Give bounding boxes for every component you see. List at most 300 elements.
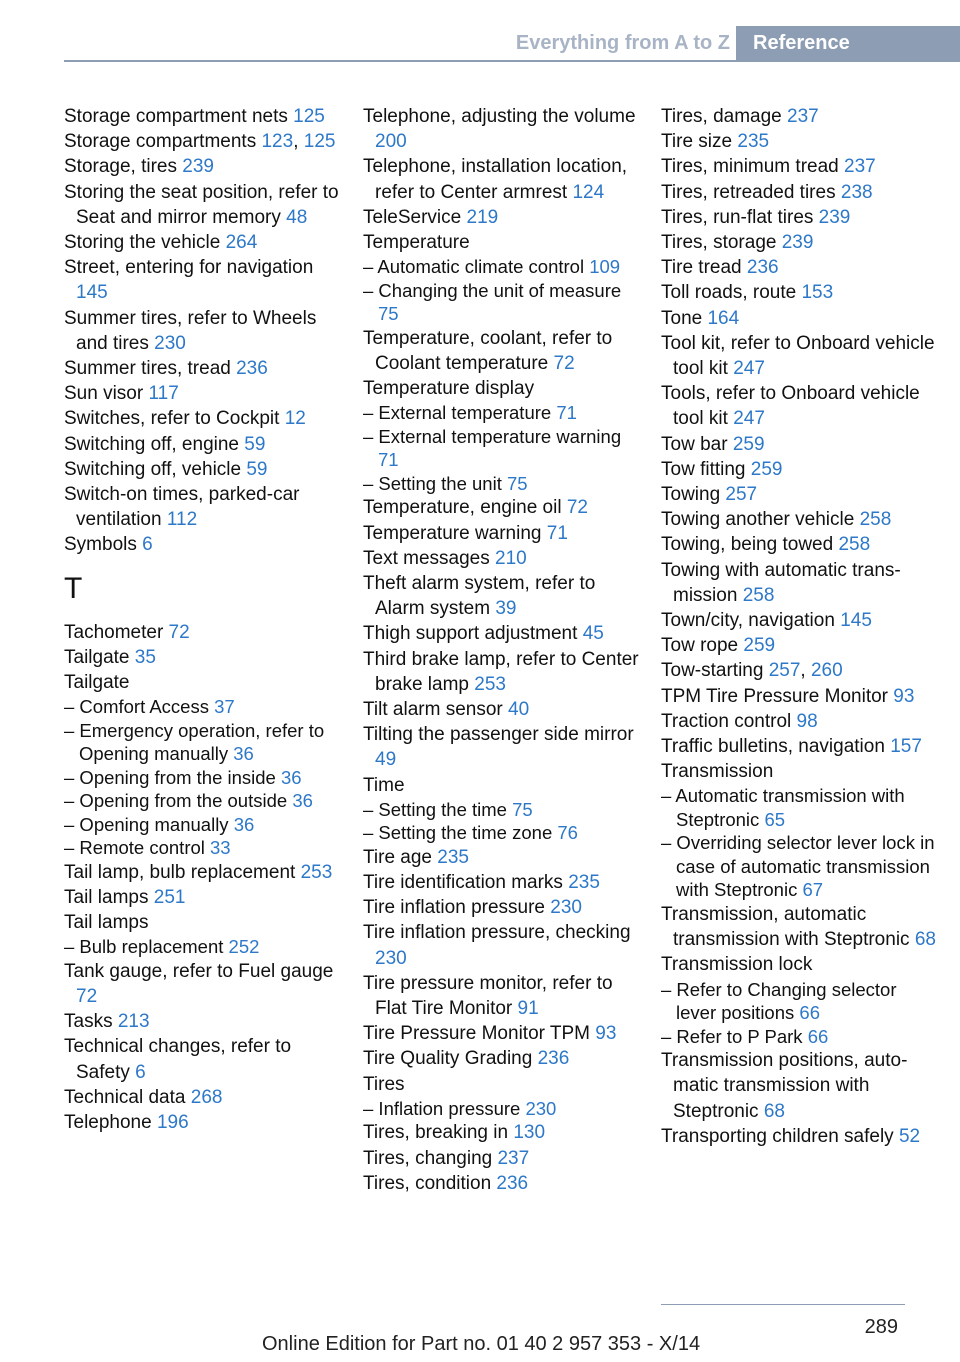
entry-text: Summer tires, tread [64, 358, 237, 380]
entry-text: Technical data [64, 1086, 191, 1108]
entry-text: – Remote control [64, 837, 211, 859]
index-subentry [64, 813, 344, 837]
entry-text: Telephone, installation location, refer to Center armrest [363, 156, 628, 203]
entry-text: Traction control [661, 710, 797, 732]
entry-text: Text messages [363, 547, 495, 569]
entry-text: Street, entering for navigation [64, 257, 314, 279]
page-ref-link[interactable]: 35 [134, 646, 156, 668]
page-ref-link[interactable]: 36 [281, 766, 302, 788]
index-entry [64, 1009, 344, 1034]
index-entry [661, 684, 941, 709]
page-ref-link[interactable]: 247 [733, 358, 765, 380]
entry-text: Technical changes, refer to Safety [64, 1036, 292, 1083]
page-ref-link[interactable]: 237 [497, 1147, 530, 1169]
entry-text: Transporting children safely [661, 1125, 899, 1147]
page-ref-link[interactable]: 68 [763, 1100, 785, 1122]
entry-text: Temperature display [363, 378, 535, 400]
index-subentry [363, 425, 643, 472]
page-ref-link[interactable]: 39 [495, 598, 517, 620]
index-entry [661, 205, 941, 230]
index-entry [64, 1110, 344, 1135]
page-ref-link[interactable]: 235 [437, 846, 469, 868]
index-entry [64, 910, 344, 935]
index-entry [64, 104, 344, 129]
page-ref-link[interactable]: 125 [293, 106, 325, 127]
entry-text: Tasks [64, 1011, 118, 1033]
page-ref-link[interactable]: 157 [890, 736, 922, 758]
index-entry [64, 381, 344, 406]
entry-text: Switching off, engine [64, 433, 245, 455]
page-ref-link[interactable]: 145 [840, 610, 872, 632]
page-ref-link[interactable]: 238 [840, 181, 873, 203]
page-ref-link[interactable]: 236 [746, 257, 779, 279]
entry-text: Switching off, vehicle [64, 458, 247, 480]
entry-text: Tire Quality Grading [363, 1048, 538, 1070]
index-subentry [661, 1025, 941, 1049]
index-entry [64, 620, 344, 645]
index-entry [363, 870, 643, 895]
page-ref-link[interactable]: 247 [733, 408, 765, 430]
index-entry [661, 633, 941, 658]
entry-text: – Opening manually [64, 813, 234, 835]
entry-text: – Setting the time [363, 798, 513, 820]
entry-text: – External temperature warning [363, 425, 622, 447]
index-entry [363, 647, 643, 697]
index-entry [363, 1120, 643, 1145]
index-entry [363, 154, 643, 204]
index-subentry [64, 766, 344, 790]
page-ref-link[interactable]: 153 [801, 282, 834, 304]
entry-text: – Automatic climate control [363, 256, 590, 278]
index-entry [661, 709, 941, 734]
page-ref-link[interactable]: 6 [142, 534, 153, 556]
page-ref-link[interactable]: 49 [375, 749, 397, 771]
page-ref-link[interactable]: 236 [236, 358, 268, 380]
index-entry [64, 670, 344, 695]
page-ref-link[interactable]: 52 [898, 1125, 921, 1147]
entry-text: Tire identification marks [363, 871, 569, 893]
entry-text: Storage, tires [64, 156, 183, 178]
entry-text: Tires, run-flat tires [661, 206, 819, 228]
index-subentry [64, 836, 344, 860]
index-entry [661, 432, 941, 457]
index-entry [661, 952, 941, 977]
page-ref-link[interactable]: 164 [707, 307, 740, 329]
index-entry [661, 104, 941, 129]
index-column-2 [363, 104, 643, 1196]
index-entry [661, 306, 941, 331]
index-entry [363, 230, 643, 255]
index-entry [661, 457, 941, 482]
index-entry [363, 697, 643, 722]
page-ref-link[interactable]: 33 [210, 837, 231, 859]
index-entry [661, 1124, 941, 1149]
entry-text: Transmission [661, 761, 774, 783]
entry-text: Tailgate [64, 646, 135, 668]
index-entry [363, 920, 643, 970]
index-entry [661, 658, 941, 683]
index-entry [661, 759, 941, 784]
page-ref-link[interactable]: 257 [725, 484, 758, 506]
index-entry [363, 1046, 643, 1071]
page-ref-link[interactable]: 93 [595, 1023, 617, 1045]
index-entry [363, 1072, 643, 1097]
entry-text: Tire pressure monitor, refer to Flat Tire Monitor [363, 972, 613, 1019]
index-entry [64, 1034, 344, 1084]
entry-text: Temperature, engine oil [363, 497, 567, 519]
page-ref-link[interactable]: 71 [546, 522, 568, 544]
entry-text: Tires, condition [363, 1172, 497, 1194]
page-ref-link[interactable]: 59 [244, 433, 266, 455]
index-entry [661, 129, 941, 154]
page-ref-link[interactable]: 117 [148, 383, 179, 405]
page-ref-link[interactable]: 40 [508, 698, 530, 720]
entry-text: Tow rope [661, 635, 744, 657]
page-ref-link[interactable]: 98 [796, 710, 818, 732]
index-subentry [363, 279, 643, 326]
index-entry [64, 457, 344, 482]
page-ref-link[interactable]: 258 [859, 509, 892, 531]
index-entry [64, 1085, 344, 1110]
footer-rule [661, 1304, 905, 1305]
index-entry [661, 381, 941, 431]
index-subentry [661, 831, 941, 902]
index-subentry [64, 935, 344, 959]
entry-text: Towing, being towed [661, 534, 839, 556]
page-ref-link[interactable]: 36 [292, 790, 313, 812]
index-entry [363, 1021, 643, 1046]
page-ref-link[interactable]: 6 [135, 1061, 146, 1083]
page-ref-link[interactable]: 75 [507, 472, 528, 494]
page-ref-link[interactable]: 237 [787, 106, 819, 127]
index-entry [64, 129, 344, 154]
page-ref-link[interactable]: 130 [513, 1122, 546, 1144]
page-ref-link[interactable]: 259 [750, 458, 783, 480]
entry-text: – Changing the unit of measure [363, 279, 622, 301]
entry-text: Switches, refer to Cockpit [64, 408, 285, 430]
entry-text: Tires, changing [363, 1147, 498, 1169]
entry-text: Transmission lock [661, 954, 813, 976]
entry-text: Tone [661, 307, 708, 329]
entry-text: Tire tread [661, 257, 747, 279]
index-subentry [363, 821, 643, 845]
index-entry [661, 482, 941, 507]
index-entry [64, 532, 344, 557]
entry-text: TeleService [363, 206, 467, 228]
entry-text: Tank gauge, refer to Fuel gauge [64, 960, 334, 982]
page-ref-link[interactable]: 75 [378, 303, 399, 325]
index-entry [64, 306, 344, 356]
entry-text: Tire inflation pressure, checking [363, 922, 631, 944]
page-ref-link[interactable]: 253 [474, 673, 506, 695]
entry-text: Tail lamp, bulb replacement [64, 861, 301, 883]
reference-tab[interactable]: Reference [736, 26, 960, 62]
index-subentry [363, 401, 643, 425]
entry-text: Tires, retreaded tires [661, 181, 841, 203]
index-entry [64, 356, 344, 381]
entry-text: Tires, minimum tread [661, 156, 844, 178]
index-entry [661, 902, 941, 952]
index-entry [363, 326, 643, 376]
page-ref-link[interactable]: 258 [742, 584, 775, 606]
page-ref-link[interactable]: 75 [512, 798, 533, 820]
entry-text: Tow-starting [661, 660, 769, 682]
index-entry [661, 734, 941, 759]
index-entry [64, 482, 344, 532]
entry-text: Tires, storage [661, 232, 782, 254]
index-entry [661, 280, 941, 305]
index-entry [64, 406, 344, 431]
entry-text: Tire inflation pressure [363, 897, 551, 919]
entry-text: Storing the seat position, refer to Seat and mirror memory [64, 181, 339, 228]
entry-text: Towing [661, 484, 726, 506]
entry-text: – Bulb replacement [64, 936, 229, 958]
entry-text: – Opening from the inside [64, 766, 281, 788]
page-ref-link[interactable]: 68 [914, 929, 936, 951]
index-entry [363, 104, 643, 154]
page-separator: , [293, 131, 304, 153]
entry-text: – Setting the unit [363, 472, 507, 494]
page-ref-link[interactable]: 196 [156, 1112, 189, 1134]
index-entry [363, 376, 643, 401]
page-ref-link[interactable]: 257 [768, 660, 801, 682]
index-column-1 [64, 104, 344, 1135]
page-ref-link[interactable]: 259 [743, 635, 776, 657]
entry-text: – Emergency operation, refer to Opening manually [64, 719, 325, 765]
page-ref-link[interactable]: 67 [802, 879, 824, 901]
page-ref-link[interactable]: 72 [553, 352, 575, 374]
page-ref-link[interactable]: 66 [799, 1002, 820, 1024]
entry-text: Tailgate [64, 672, 130, 694]
entry-text: – Automatic transmission with Steptronic [661, 785, 905, 830]
page-ref-link[interactable]: 123 [261, 131, 294, 153]
entry-text: – Opening from the outside [64, 790, 293, 812]
index-entry [363, 521, 643, 546]
entry-text: Time [363, 774, 405, 796]
index-entry [64, 230, 344, 255]
entry-text: – Setting the time zone [363, 822, 558, 844]
entry-text: Tires, breaking in [363, 1122, 514, 1144]
page-ref-link[interactable]: 200 [375, 131, 407, 153]
page-ref-link[interactable]: 36 [233, 813, 255, 835]
index-entry [661, 255, 941, 280]
page-ref-link[interactable]: 235 [737, 131, 770, 153]
index-entry [363, 1146, 643, 1171]
index-subentry [661, 784, 941, 831]
page-number: 289 [864, 1316, 898, 1338]
index-subentry [363, 472, 643, 496]
entry-text: Telephone, adjusting the volume [363, 106, 636, 127]
index-column-3 [661, 104, 941, 1149]
index-entry [363, 495, 643, 520]
index-entry [363, 773, 643, 798]
page-ref-link[interactable]: 260 [810, 660, 843, 682]
page-ref-link[interactable]: 268 [190, 1086, 223, 1108]
page-ref-link[interactable]: 264 [225, 232, 258, 254]
page-ref-link[interactable]: 93 [893, 685, 915, 707]
page-ref-link[interactable]: 213 [117, 1011, 150, 1033]
page-ref-link[interactable]: 145 [76, 282, 108, 304]
entry-text: Toll roads, route [661, 282, 802, 304]
entry-text: Telephone [64, 1112, 157, 1134]
entry-text: TPM Tire Pressure Monitor [661, 685, 894, 707]
entry-text: Temperature warning [363, 522, 547, 544]
index-subentry [661, 978, 941, 1025]
index-entry [363, 546, 643, 571]
index-entry [661, 1048, 941, 1124]
page-ref-link[interactable]: 230 [154, 332, 186, 354]
index-entry [661, 331, 941, 381]
entry-text: Tool kit, refer to Onboard vehicle tool kit [661, 332, 935, 380]
index-subentry [64, 789, 344, 813]
index-subentry [363, 1097, 643, 1121]
page-ref-link[interactable]: 230 [375, 947, 407, 969]
page-ref-link[interactable]: 125 [303, 131, 336, 153]
page-ref-link[interactable]: 48 [286, 206, 308, 228]
edition-note: Online Edition for Part no. 01 40 2 957 353 - X/14 [262, 1333, 701, 1355]
entry-text: – Refer to Changing selector lever positions [661, 978, 897, 1024]
page-ref-link[interactable]: 253 [300, 861, 333, 883]
page-ref-link[interactable]: 71 [378, 449, 399, 471]
entry-text: Symbols [64, 534, 143, 556]
entry-text: Tire age [363, 846, 438, 868]
entry-text: Tachometer [64, 621, 169, 643]
index-subentry [363, 798, 643, 822]
page-ref-link[interactable]: 91 [517, 997, 539, 1019]
page-header [0, 26, 960, 62]
page-ref-link[interactable]: 237 [844, 156, 876, 178]
entry-text: – Overriding selector lever lock in case of automatic transmission with Steptronic [661, 832, 935, 901]
page-ref-link[interactable]: 112 [166, 509, 198, 531]
entry-text: – Refer to P Park [661, 1025, 808, 1047]
index-entry [64, 255, 344, 305]
index-entry [363, 1171, 643, 1196]
entry-text: Tire size [661, 131, 738, 153]
index-entry [64, 959, 344, 1009]
page-ref-link[interactable]: 109 [589, 256, 621, 278]
page-ref-link[interactable]: 239 [818, 206, 851, 228]
entry-text: Sun visor [64, 383, 149, 405]
entry-text: Towing with automatic transmission [661, 559, 901, 606]
index-letter-heading: T [64, 571, 83, 605]
index-entry [661, 230, 941, 255]
page-ref-link[interactable]: 258 [838, 534, 871, 556]
entry-text: Tires, damage [661, 106, 788, 127]
entry-text: Tow fitting [661, 458, 751, 480]
index-subentry [64, 695, 344, 719]
page-ref-link[interactable]: 76 [557, 822, 578, 844]
entry-text: Storage compartment nets [64, 106, 294, 127]
page-ref-link[interactable]: 230 [550, 897, 582, 919]
page-ref-link[interactable]: 259 [732, 433, 765, 455]
index-entry [363, 845, 643, 870]
page-ref-link[interactable]: 252 [228, 936, 260, 958]
section-title: Everything from A to Z [515, 32, 730, 54]
entry-text: Tilt alarm sensor [363, 698, 508, 720]
page-ref-link[interactable]: 239 [781, 232, 814, 254]
index-entry [363, 571, 643, 621]
entry-text: Tire Pressure Monitor TPM [363, 1023, 596, 1045]
entry-text: Tools, refer to Onboard vehicle tool kit [661, 383, 920, 430]
page-ref-link[interactable]: 239 [182, 156, 214, 178]
page-ref-link[interactable]: 72 [566, 497, 588, 519]
entry-text: Tail lamps [64, 912, 149, 934]
page-ref-link[interactable]: 65 [764, 808, 786, 830]
page-ref-link[interactable]: 45 [582, 623, 604, 645]
page-ref-link[interactable]: 219 [466, 206, 499, 228]
page-ref-link[interactable]: 37 [214, 696, 235, 718]
page-ref-link[interactable]: 210 [495, 547, 527, 569]
index-entry [661, 558, 941, 608]
index-entry [363, 205, 643, 230]
entry-text: Thigh support adjustment [363, 623, 583, 645]
entry-text: Transmission positions, automatic transmission with Steptronic [661, 1050, 908, 1122]
page-ref-link[interactable]: 251 [153, 886, 186, 908]
index-entry [661, 608, 941, 633]
index-entry [363, 621, 643, 646]
index-entry [363, 722, 643, 772]
entry-text: Storing the vehicle [64, 232, 226, 254]
index-entry [64, 180, 344, 230]
entry-text: Switch-on times, parked-car ventilation [64, 484, 300, 531]
entry-text: – External temperature [363, 402, 557, 424]
entry-text: Tilting the passenger side mirror [363, 724, 634, 746]
index-entry [661, 532, 941, 557]
entry-text: – Comfort Access [64, 696, 215, 718]
header-rule [64, 60, 960, 62]
index-entry [64, 885, 344, 910]
index-entry [64, 432, 344, 457]
page-ref-link[interactable]: 71 [556, 402, 577, 424]
entry-text: Summer tires, refer to Wheels and tires [64, 307, 317, 354]
page-ref-link[interactable]: 124 [572, 181, 605, 203]
page-ref-link[interactable]: 236 [537, 1048, 570, 1070]
page-ref-link[interactable]: 72 [76, 986, 98, 1008]
entry-text: – Inflation pressure [363, 1097, 526, 1119]
index-entry [661, 507, 941, 532]
entry-text: Tires [363, 1073, 405, 1095]
entry-text: Third brake lamp, refer to Center brake lamp [363, 648, 639, 695]
page-ref-link[interactable]: 230 [525, 1097, 557, 1119]
page-ref-link[interactable]: 72 [168, 621, 190, 643]
page-ref-link[interactable]: 66 [807, 1025, 829, 1047]
page-ref-link[interactable]: 236 [496, 1172, 529, 1194]
index-entry [64, 860, 344, 885]
entry-text: Tail lamps [64, 886, 154, 908]
page-ref-link[interactable]: 36 [233, 743, 254, 765]
index-entry [64, 154, 344, 179]
entry-text: Theft alarm system, refer to Alarm system [363, 572, 596, 620]
entry-text: Traffic bulletins, navigation [661, 736, 891, 758]
entry-text: Temperature [363, 232, 470, 254]
page-separator: , [800, 660, 811, 682]
page-ref-link[interactable]: 12 [284, 408, 306, 430]
index-entry [363, 895, 643, 920]
page-ref-link[interactable]: 59 [246, 458, 268, 480]
index-subentry [363, 255, 643, 279]
entry-text: Tow bar [661, 433, 733, 455]
entry-text: Storage compartments [64, 131, 262, 153]
page-ref-link[interactable]: 235 [568, 871, 600, 893]
entry-text: Transmission, automatic transmission with Steptronic [661, 903, 915, 951]
index-subentry [64, 719, 344, 766]
index-entry [661, 154, 941, 179]
index-entry [64, 645, 344, 670]
entry-text: Temperature, coolant, refer to Coolant temperature [363, 327, 613, 374]
index-entry [363, 971, 643, 1021]
entry-text: Town/city, navigation [661, 610, 841, 632]
entry-text: Towing another vehicle [661, 509, 860, 531]
